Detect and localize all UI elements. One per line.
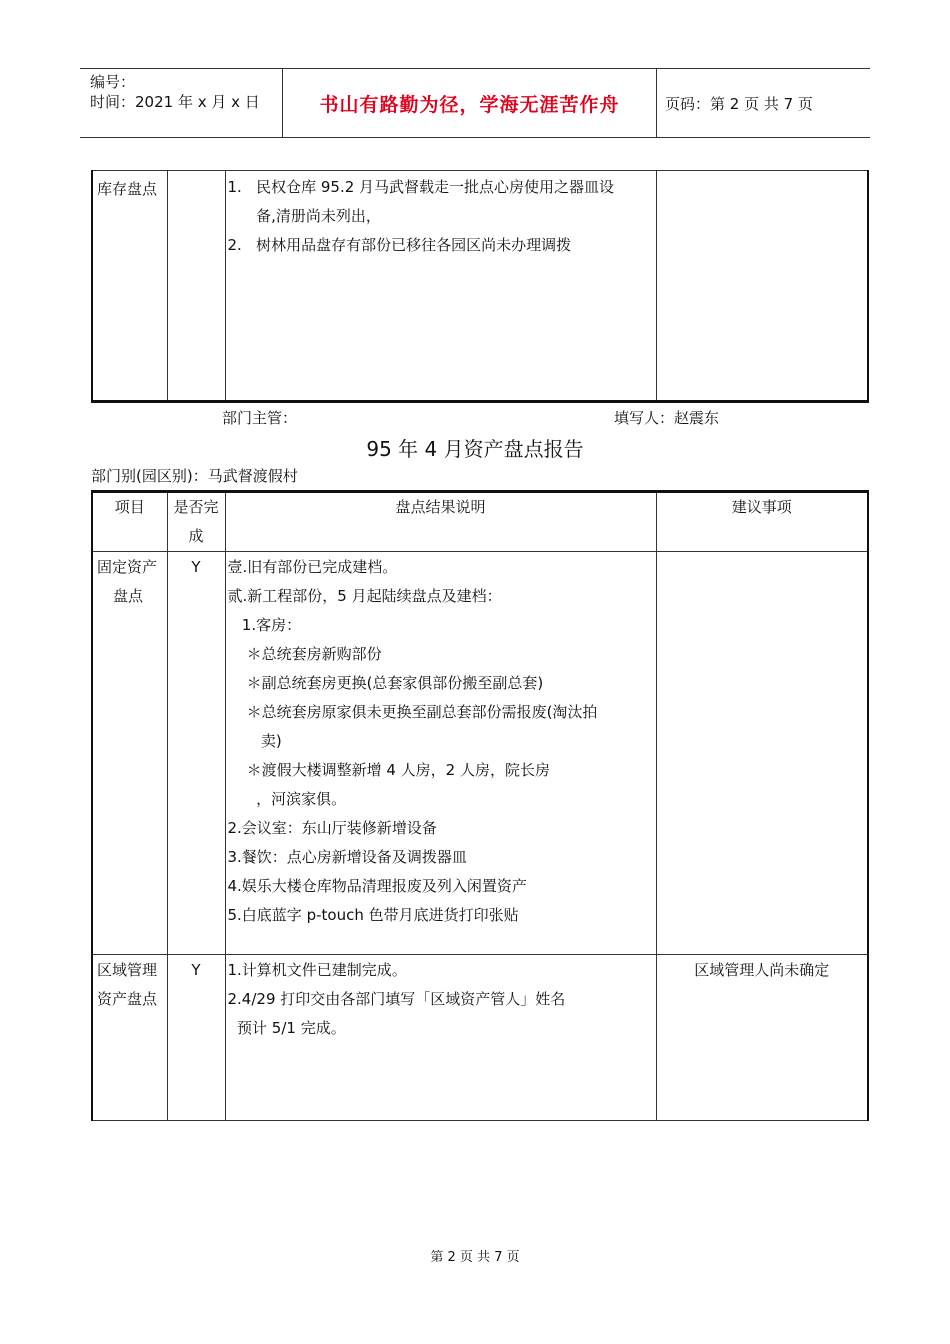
header-page-cell xyxy=(657,69,870,137)
result-line: 5.白底蓝字 p-touch 色带月底进货打印张贴 xyxy=(227,906,519,924)
result-line: 卖) xyxy=(227,732,282,750)
asset-report-table xyxy=(91,490,869,1121)
header-item: 项目 xyxy=(92,492,167,552)
row-result xyxy=(225,552,656,955)
department-label: 部门别(园区别)：马武督渡假村 xyxy=(91,467,298,485)
inventory-done-cell xyxy=(167,171,225,402)
filler-label: 填写人：赵震东 xyxy=(614,409,720,427)
inventory-item-cell xyxy=(92,171,167,402)
result-line: 4.娱乐大楼仓库物品清理报废及列入闲置资产 xyxy=(227,877,527,895)
table-header-row xyxy=(92,492,868,552)
header-done: 是否完 成 xyxy=(167,492,225,552)
row-item: 区域管理 资产盘点 xyxy=(92,955,167,1121)
result-line: ＊总统套房新购部份 xyxy=(227,645,382,663)
page-label: 页码：第 2 页 共 7 页 xyxy=(665,94,813,113)
inventory-result-cell xyxy=(225,171,656,402)
time-label: 时间：2021 年 x 月 x 日 xyxy=(90,93,260,111)
inventory-suggest-cell xyxy=(656,171,868,402)
result-line: 壹.旧有部份已完成建档。 xyxy=(227,558,398,576)
result-line: 预计 5/1 完成。 xyxy=(227,1019,346,1037)
row-suggest: 区域管理人尚未确定 xyxy=(656,955,868,1121)
row-suggest xyxy=(656,552,868,955)
row-done: Y xyxy=(167,552,225,955)
number-label: 编号： xyxy=(90,73,136,91)
row-done: Y xyxy=(167,955,225,1121)
table-row xyxy=(92,552,868,955)
result-line: ＊渡假大楼调整新增 4 人房，2 人房，院长房 xyxy=(227,761,550,779)
result-line: 贰.新工程部份，5 月起陆续盘点及建档： xyxy=(227,587,502,605)
inventory-item: 库存盘点 xyxy=(97,180,158,198)
row-item: 固定资产 盘点 xyxy=(92,552,167,955)
supervisor-label: 部门主管： xyxy=(222,409,298,427)
inventory-line: 1. 民权仓库 95.2 月马武督载走一批点心房使用之器皿设 xyxy=(227,178,615,196)
header-result: 盘点结果说明 xyxy=(225,492,656,552)
inventory-line: 2. 树林用品盘存有部份已移往各园区尚未办理调拨 xyxy=(227,236,572,254)
result-line: ，河滨家俱。 xyxy=(227,790,347,808)
result-line: ＊总统套房原家俱未更换至副总套部份需报废(淘汰拍 xyxy=(227,703,598,721)
inventory-line: 备,清册尚未列出， xyxy=(227,207,381,225)
row-result xyxy=(225,955,656,1121)
header-meta xyxy=(80,69,283,137)
page-header xyxy=(80,68,870,138)
page-footer: 第 2 页 共 7 页 xyxy=(430,1250,520,1265)
result-line: 2.4/29 打印交由各部门填写「区域资产管人」姓名 xyxy=(227,990,566,1008)
motto: 书山有路勤为径，学海无涯苦作舟 xyxy=(319,93,620,116)
header-suggest: 建议事项 xyxy=(656,492,868,552)
table-row xyxy=(92,955,868,1121)
report-title: 95 年 4 月资产盘点报告 xyxy=(366,437,584,461)
result-line: 2.会议室：东山厅装修新增设备 xyxy=(227,819,437,837)
result-line: 3.餐饮：点心房新增设备及调拨器皿 xyxy=(227,848,467,866)
result-line: ＊副总统套房更换(总套家俱部份搬至副总套) xyxy=(227,674,544,692)
inventory-table xyxy=(91,170,869,403)
result-line: 1.计算机文件已建制完成。 xyxy=(227,961,407,979)
result-line: 1.客房： xyxy=(227,616,302,634)
header-motto-cell xyxy=(283,69,657,137)
